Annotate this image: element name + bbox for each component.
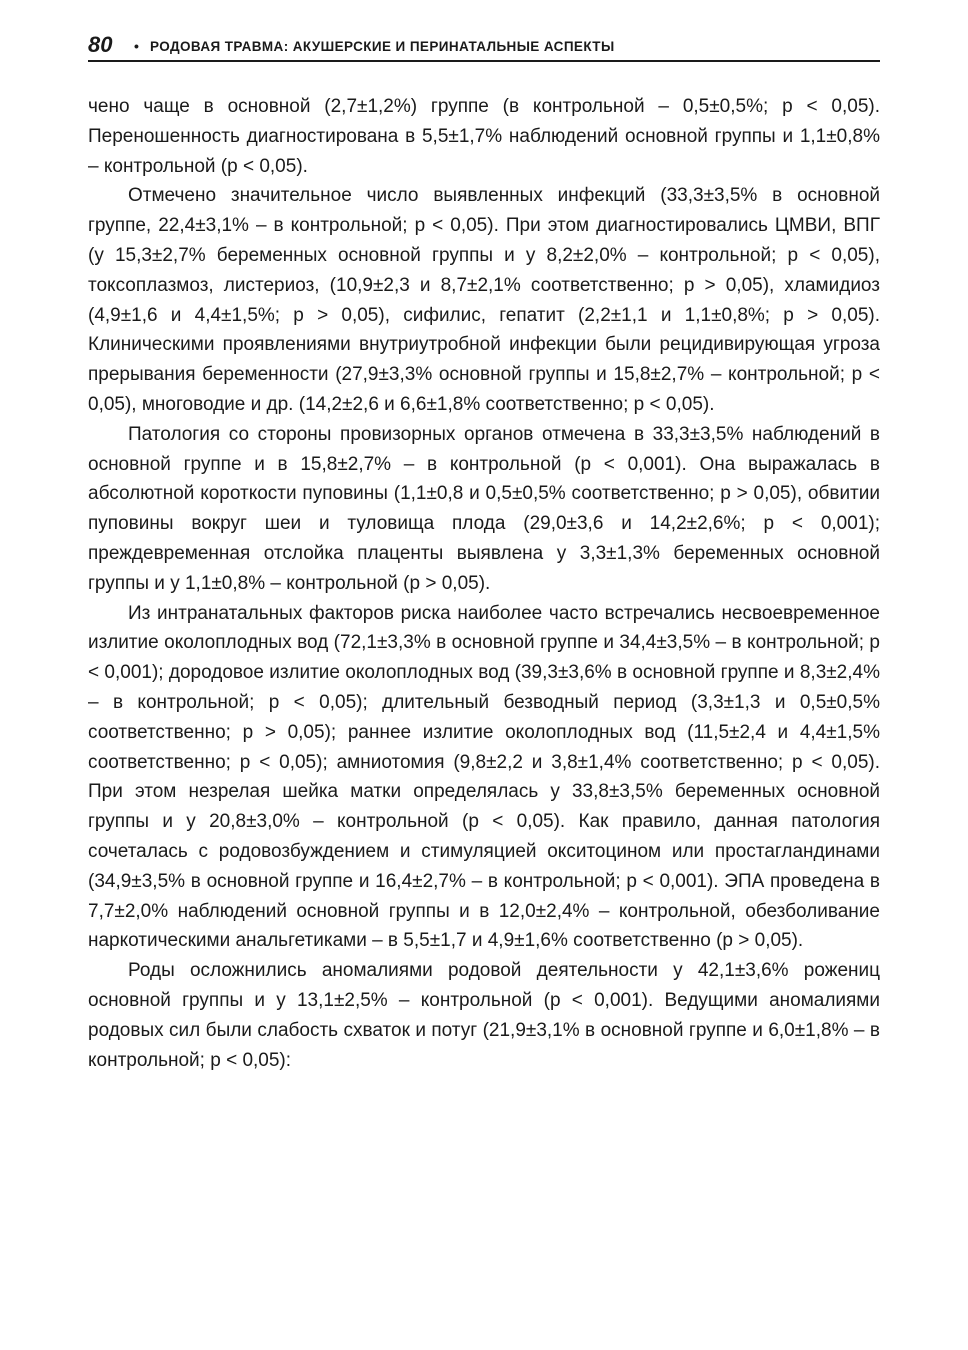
paragraph-infections: Отмечено значительное число выявленных инфекций (33,3±3,5% в основной группе, 22,4±3,1% – в контрольной; p < 0,05). При этом диагностировались ЦМВИ, ВПГ (у 15,3±2,7% беременных основной группы и у 8,2±2,0% – контрольной; p < 0,05), токсоплазмоз, листериоз, (10,9±2,3 и 8,7±2,1% соответственно; p > 0,05), хламидиоз (4,9±1,6 и 4,4±1,5%; p > 0,05), сифилис, гепатит (2,2±1,1 и 1,1±0,8%; p > 0,05). Клиническими проявлениями внутриутробной инфекции были рецидивирующая угроза прерывания беременности (27,9±3,3% основной группы и 15,8±2,7% – контрольной; p < 0,05), многоводие и др. (14,2±2,6 и 6,6±1,8% соответственно; p < 0,05). — [88, 185, 880, 415]
body-text — [88, 92, 880, 1075]
paragraph-labor-anomalies: Роды осложнились аномалиями родовой деятельности у 42,1±3,6% рожениц основной группы и у 13,1±2,5% – контрольной (p < 0,001). Ведущими аномалиями родовых сил были слабость схваток и потуг (21,9±3,1% в основной группе и 6,0±1,8% – в контрольной; p < 0,05): — [88, 960, 880, 1071]
page-header — [88, 30, 880, 62]
paragraph-provisional-organs: Патология со стороны провизорных органов отмечена в 33,3±3,5% наблюдений в основной группе и в 15,8±2,7% – в контрольной (p < 0,001). Она выражалась в абсолютной короткости пуповины (1,1±0,8 и 0,5±0,5% соответственно; p > 0,05), обвитии пуповины вокруг шеи и туловища плода (29,0±3,6 и 14,2±2,6%; p < 0,001); преждевременная отслойка плаценты выявлена у 3,3±1,3% беременных основной группы и у 1,1±0,8% – контрольной (p > 0,05). — [88, 423, 880, 594]
paragraph-intranatal-factors: Из интранатальных факторов риска наиболее часто встречались несвоевременное излитие околоплодных вод (72,1±3,3% в основной группе и 34,4±3,5% – в контрольной; p < 0,001); дородовое излитие околоплодных вод (39,3±3,6% в основной группе и 8,3±2,4% – в контрольной; p < 0,05); длительный безводный период (3,3±1,3 и 0,5±0,5% соответственно; p > 0,05); раннее излитие околоплодных вод (11,5±2,4 и 4,4±1,5% соответственно; p < 0,05); амниотомия (9,8±2,2 и 3,8±1,4% соответственно; p < 0,05). При этом незрелая шейка матки определялась у 33,8±3,5% беременных основной группы и у 20,8±3,0% – контрольной (p < 0,05). Как правило, данная патология сочеталась с родовозбуждением и стимуляцией окситоцином или простагландинами (34,9±3,5% в основной группе и 16,4±2,7% – в контрольной; p < 0,001). ЭПА проведена в 7,7±2,0% наблюдений основной группы и в 12,0±2,4% – контрольной, обезболивание наркотическими анальгетиками – в 5,5±1,7 и 4,9±1,6% соответственно (p > 0,05). — [88, 602, 880, 952]
header-bullet: • — [134, 38, 139, 54]
running-title: РОДОВАЯ ТРАВМА: АКУШЕРСКИЕ И ПЕРИНАТАЛЬНЫЕ АСПЕКТЫ — [150, 39, 615, 54]
paragraph-continuation: чено чаще в основной (2,7±1,2%) группе (в контрольной – 0,5±0,5%; p < 0,05). Переношенность диагностирована в 5,5±1,7% наблюдений основной группы и 1,1±0,8% – контрольной (p < 0,05). — [88, 96, 880, 177]
page-number: 80 — [88, 32, 113, 57]
